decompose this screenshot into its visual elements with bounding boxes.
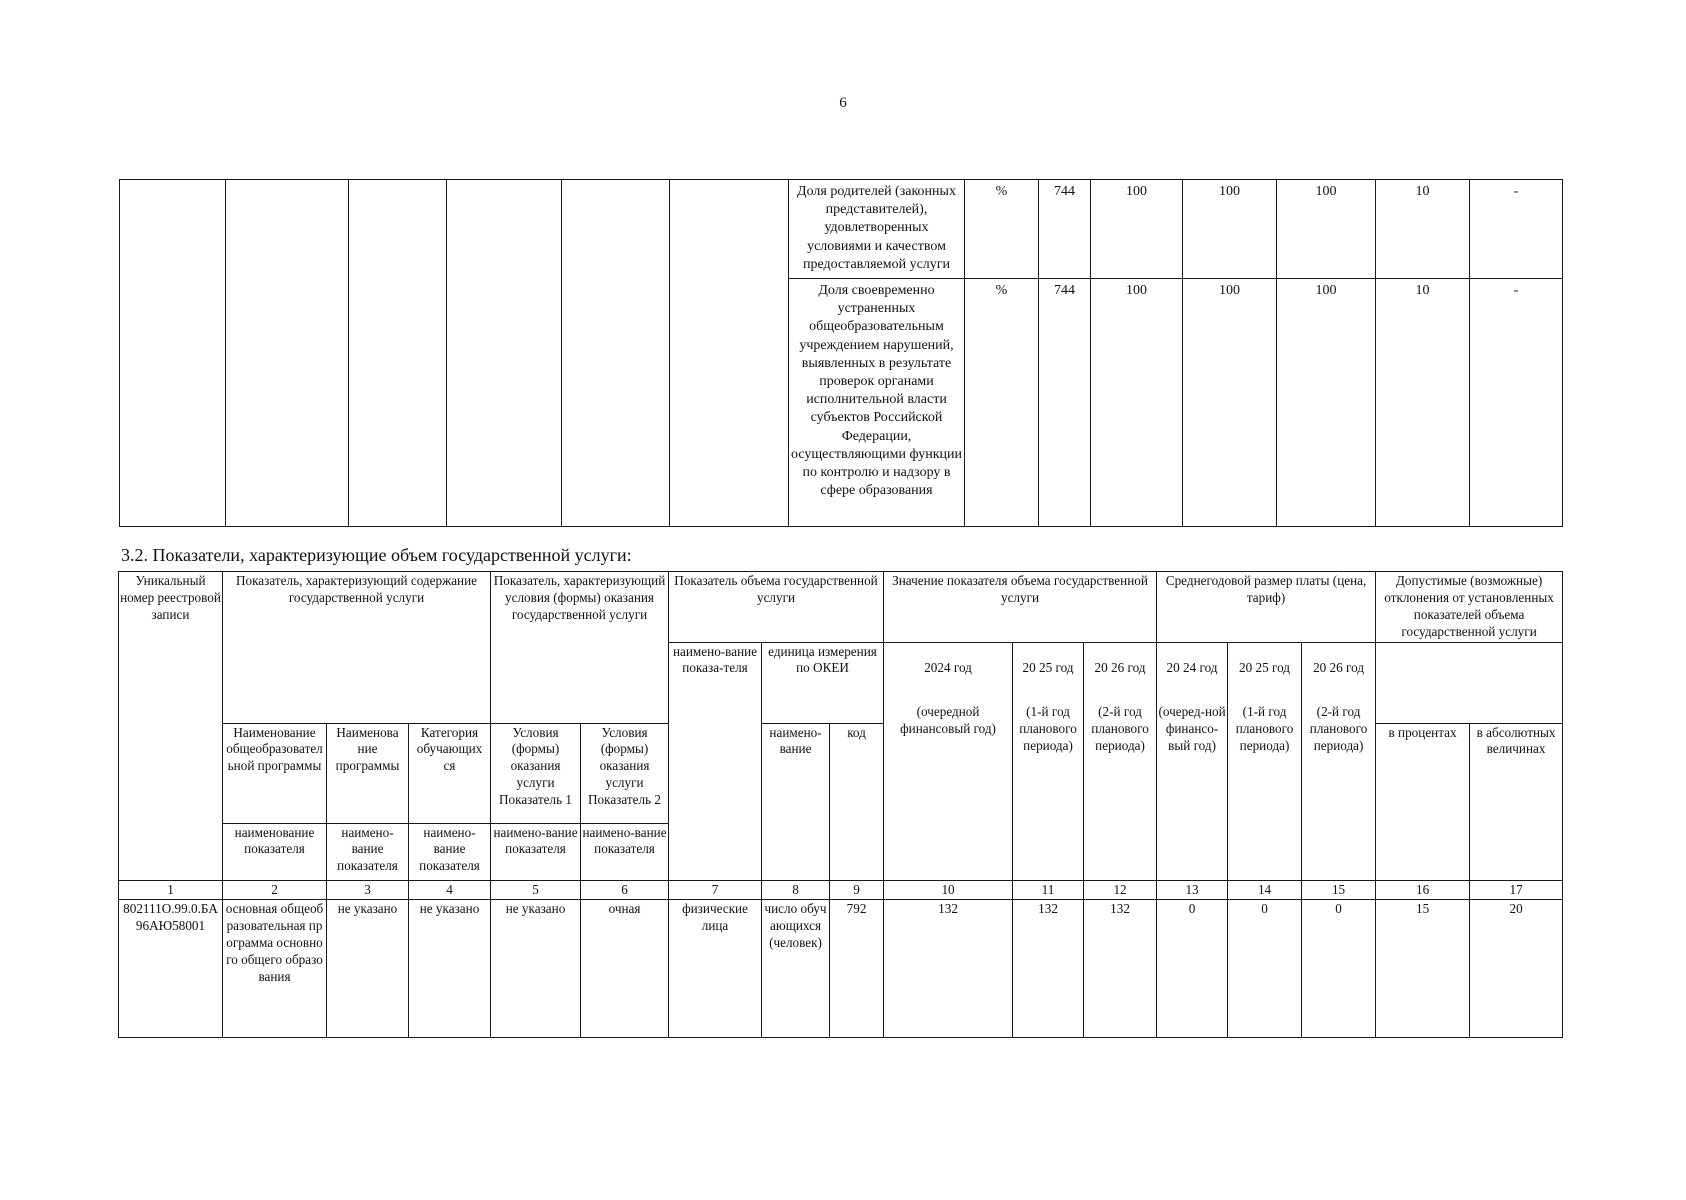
year-note: (2-й год планового периода) xyxy=(1309,704,1368,754)
deviation-percent: 15 xyxy=(1376,900,1470,1038)
year-label: 20 25 год xyxy=(1239,659,1291,675)
header-indicator-name-5: наимено-вание показателя xyxy=(491,823,581,880)
header-conditions-indicator: Показатель, характеризующий условия (формы) оказания государственной услуги xyxy=(491,572,669,724)
col-number: 12 xyxy=(1084,880,1157,900)
empty-cell xyxy=(226,180,349,527)
edu-program-name: основная общеобразовательная программа основного общего образования xyxy=(223,900,327,1038)
quality-row xyxy=(120,180,1563,279)
header-unique-number: Уникальный номер реестровой записи xyxy=(119,572,223,881)
value-2024: 100 xyxy=(1091,180,1183,279)
col-number: 9 xyxy=(830,880,884,900)
year-label: 20 24 год xyxy=(1166,659,1218,675)
value-2026: 100 xyxy=(1277,279,1376,527)
year-label: 20 26 год xyxy=(1313,659,1365,675)
col-number: 14 xyxy=(1228,880,1302,900)
unit-code: 792 xyxy=(830,900,884,1038)
empty-cell xyxy=(447,180,562,527)
indicator-name: Доля своевременно устраненных общеобразовательным учреждением нарушений, выявленных в результате проверок органами исполнительной власти субъектов Российской Федерации, осуществляющими функции по контролю и надзору в сфере образования xyxy=(789,279,965,527)
header-payment-2025 xyxy=(1228,642,1302,880)
col-number: 15 xyxy=(1302,880,1376,900)
header-indicator-name-3: наимено-вание показателя xyxy=(327,823,409,880)
col-number: 17 xyxy=(1470,880,1563,900)
header-payment-2024 xyxy=(1157,642,1228,880)
header-deviations: Допустимые (возможные) отклонения от установленных показателей объема государственной услуги xyxy=(1376,572,1563,643)
year-note: (1-й год планового периода) xyxy=(1019,704,1077,754)
header-unit-name: наимено-вание xyxy=(762,723,830,880)
header-condition-2: Условия (формы) оказания услуги Показатель 2 xyxy=(581,723,669,823)
deviation-absolute: 20 xyxy=(1470,900,1563,1038)
header-year-2026 xyxy=(1084,642,1157,880)
empty-cell xyxy=(349,180,447,527)
col-number: 16 xyxy=(1376,880,1470,900)
header-indicator-name: наимено-вание показа-теля xyxy=(669,642,762,880)
header-category: Категория обучающих ся xyxy=(409,723,491,823)
okei-code: 744 xyxy=(1039,279,1091,527)
registry-number: 802111О.99.0.БА96АЮ58001 xyxy=(119,900,223,1038)
header-indicator-name-6: наимено-вание показателя xyxy=(581,823,669,880)
col-number: 7 xyxy=(669,880,762,900)
col-number: 6 xyxy=(581,880,669,900)
header-volume-value: Значение показателя объема государственной услуги xyxy=(884,572,1157,643)
payment-2024: 0 xyxy=(1157,900,1228,1038)
header-unit-code: код xyxy=(830,723,884,880)
year-label: 20 25 год xyxy=(1022,659,1074,675)
payment-2026: 0 xyxy=(1302,900,1376,1038)
value-2026: 100 xyxy=(1277,180,1376,279)
header-year-2024 xyxy=(884,642,1013,880)
indicator-name: Доля родителей (законных представителей), удовлетворенных условиями и качеством предоставляемой услуги xyxy=(789,180,965,279)
value-2024: 100 xyxy=(1091,279,1183,527)
year-label: 2024 год xyxy=(924,659,972,675)
deviation-percent: 10 xyxy=(1376,279,1470,527)
col-number: 13 xyxy=(1157,880,1228,900)
col-number: 10 xyxy=(884,880,1013,900)
col-number: 3 xyxy=(327,880,409,900)
deviation-absolute: - xyxy=(1470,279,1563,527)
year-note: (очередной финансовый год) xyxy=(900,704,996,737)
header-content-indicator: Показатель, характеризующий содержание государственной услуги xyxy=(223,572,491,724)
empty-cell xyxy=(562,180,670,527)
col-number: 5 xyxy=(491,880,581,900)
unit: % xyxy=(965,180,1039,279)
col-number: 8 xyxy=(762,880,830,900)
payment-2025: 0 xyxy=(1228,900,1302,1038)
header-unit-okei: единица измерения по ОКЕИ xyxy=(762,642,884,723)
indicator-name: физические лица xyxy=(669,900,762,1038)
col-number: 11 xyxy=(1013,880,1084,900)
header-condition-1: Условия (формы) оказания услуги Показатель 1 xyxy=(491,723,581,823)
header-program: Наименова ние программы xyxy=(327,723,409,823)
header-avg-payment: Среднегодовой размер платы (цена, тариф) xyxy=(1157,572,1376,643)
header-volume-indicator: Показатель объема государственной услуги xyxy=(669,572,884,643)
col-number: 2 xyxy=(223,880,327,900)
header-edu-program: Наименование общеобразовательной программы xyxy=(223,723,327,823)
year-note: (очеред-ной финансо-вый год) xyxy=(1158,704,1226,754)
volume-2024: 132 xyxy=(884,900,1013,1038)
quality-indicators-table xyxy=(119,179,1563,527)
value-2025: 100 xyxy=(1183,279,1277,527)
empty-cell xyxy=(670,180,789,527)
section-title: 3.2. Показатели, характеризующие объем государственной услуги: xyxy=(121,545,632,565)
col-number: 4 xyxy=(409,880,491,900)
header-in-absolute: в абсолютных величинах xyxy=(1470,723,1563,880)
condition-2: очная xyxy=(581,900,669,1038)
year-note: (1-й год планового периода) xyxy=(1235,704,1294,754)
col-number: 1 xyxy=(119,880,223,900)
year-note: (2-й год планового периода) xyxy=(1091,704,1149,754)
header-payment-2026 xyxy=(1302,642,1376,880)
table-row xyxy=(119,900,1563,1038)
volume-2025: 132 xyxy=(1013,900,1084,1038)
year-label: 20 26 год xyxy=(1094,659,1146,675)
header-indicator-name-4: наимено-вание показателя xyxy=(409,823,491,880)
program-name: не указано xyxy=(327,900,409,1038)
header-deviations-spacer xyxy=(1376,642,1563,723)
condition-1: не указано xyxy=(491,900,581,1038)
page-number: 6 xyxy=(839,95,847,111)
unit: % xyxy=(965,279,1039,527)
header-in-percent: в процентах xyxy=(1376,723,1470,880)
column-numbers-row xyxy=(119,880,1563,900)
value-2025: 100 xyxy=(1183,180,1277,279)
header-row xyxy=(119,572,1563,643)
deviation-percent: 10 xyxy=(1376,180,1470,279)
empty-cell xyxy=(120,180,226,527)
volume-2026: 132 xyxy=(1084,900,1157,1038)
student-category: не указано xyxy=(409,900,491,1038)
header-year-2025 xyxy=(1013,642,1084,880)
okei-code: 744 xyxy=(1039,180,1091,279)
deviation-absolute: - xyxy=(1470,180,1563,279)
unit-name: число обучающихся (человек) xyxy=(762,900,830,1038)
volume-indicators-table xyxy=(118,571,1563,1038)
header-indicator-name-2: наименование показателя xyxy=(223,823,327,880)
